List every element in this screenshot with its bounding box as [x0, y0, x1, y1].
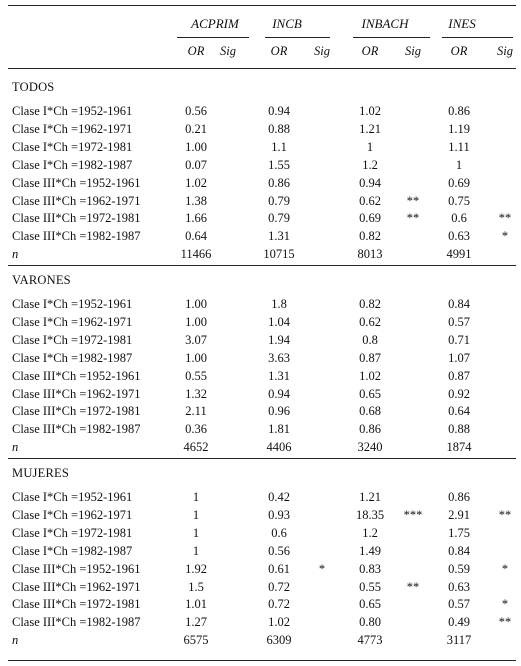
row-label: Clase I*Ch =1982-1987 [12, 543, 133, 558]
odds-ratio-value: 1.1 [271, 139, 287, 154]
column-header-acprim: ACPRIM [191, 16, 239, 31]
odds-ratio-value: 1.94 [268, 332, 290, 347]
odds-ratio-value: 4652 [183, 440, 209, 455]
odds-ratio-value: 2.91 [448, 507, 470, 522]
odds-ratio-value: 0.84 [448, 543, 470, 558]
odds-ratio-value: 0.21 [185, 121, 207, 136]
odds-ratio-value: 1.81 [268, 422, 290, 437]
column-group-rule [265, 37, 330, 38]
row-label: Clase I*Ch =1972-1981 [12, 525, 133, 540]
row-label: Clase I*Ch =1982-1987 [12, 157, 133, 172]
odds-ratio-value: 0.93 [268, 507, 290, 522]
significance-marker: * [501, 229, 509, 244]
odds-ratio-value: 1.02 [268, 615, 290, 630]
odds-ratio-value: 1.5 [188, 579, 204, 594]
row-label: Clase III*Ch =1982-1987 [12, 229, 141, 244]
section-rule [8, 660, 516, 661]
odds-ratio-value: 11466 [180, 247, 212, 262]
odds-ratio-value: 1.92 [185, 561, 207, 576]
odds-ratio-value: 0.62 [359, 314, 381, 329]
odds-ratio-value: 1.02 [359, 104, 381, 118]
odds-ratio-value: 0.92 [448, 386, 470, 401]
odds-ratio-value: 0.71 [448, 332, 470, 347]
odds-ratio-value: 1 [366, 139, 374, 154]
odds-ratio-value: 0.63 [448, 579, 470, 594]
row-label: Clase I*Ch =1972-1981 [12, 139, 133, 154]
odds-ratio-value: 0.6 [451, 211, 467, 226]
section-title: MUJERES [12, 466, 69, 480]
odds-ratio-value: 0.94 [268, 104, 290, 118]
section-title: TODOS [12, 80, 55, 94]
odds-ratio-value: 1.04 [268, 314, 290, 329]
odds-ratio-value: 0.6 [271, 525, 287, 540]
odds-ratio-value: 3.63 [268, 350, 290, 365]
odds-ratio-value: 1.8 [271, 297, 287, 311]
column-header-ines: INES [448, 16, 476, 31]
significance-marker: ** [406, 193, 420, 208]
odds-ratio-value: 1.11 [448, 139, 470, 154]
odds-ratio-value: 0.65 [359, 386, 381, 401]
odds-ratio-value: 1 [192, 525, 200, 540]
row-label: Clase I*Ch =1962-1971 [12, 314, 133, 329]
odds-ratio-value: 1.21 [359, 121, 381, 136]
odds-ratio-value: 0.88 [268, 121, 290, 136]
odds-ratio-value: 0.64 [185, 229, 207, 244]
odds-ratio-value: 0.07 [185, 157, 207, 172]
odds-ratio-value: 1.32 [185, 386, 207, 401]
row-label: Clase III*Ch =1982-1987 [12, 422, 141, 437]
odds-ratio-value: 0.82 [359, 297, 381, 311]
row-label: Clase III*Ch =1972-1981 [12, 597, 141, 612]
row-label: Clase I*Ch =1952-1961 [12, 490, 133, 504]
odds-ratio-value: 0.86 [268, 175, 290, 190]
odds-ratio-value: 0.80 [359, 615, 381, 630]
odds-ratio-value: 1.00 [185, 139, 207, 154]
row-label: Clase I*Ch =1952-1961 [12, 104, 133, 118]
row-label: Clase I*Ch =1972-1981 [12, 332, 133, 347]
row-label: Clase I*Ch =1952-1961 [12, 297, 133, 311]
odds-ratio-value: 2.11 [185, 404, 207, 419]
odds-ratio-value: 1.07 [448, 350, 470, 365]
odds-ratio-value: 0.84 [448, 297, 470, 311]
odds-ratio-value: 1.2 [362, 157, 378, 172]
row-label: Clase III*Ch =1952-1961 [12, 561, 141, 576]
or-subheader: OR [187, 44, 205, 58]
odds-ratio-value: 0.61 [268, 561, 290, 576]
row-label: Clase III*Ch =1952-1961 [12, 175, 141, 190]
odds-ratio-value: 1 [455, 157, 463, 172]
odds-ratio-value: 1.75 [448, 525, 470, 540]
odds-ratio-value: 0.56 [185, 104, 207, 118]
odds-ratio-value: 1.27 [185, 615, 207, 630]
odds-ratio-value: 0.83 [359, 561, 381, 576]
odds-ratio-value: 0.75 [448, 193, 470, 208]
odds-ratio-value: 1.02 [185, 175, 207, 190]
row-label: Clase I*Ch =1962-1971 [12, 507, 133, 522]
sig-subheader: Sig [497, 44, 513, 58]
significance-marker: *** [403, 507, 423, 522]
odds-ratio-value: 1.00 [185, 314, 207, 329]
odds-ratio-value: 0.87 [448, 368, 470, 383]
odds-ratio-value: 0.86 [359, 422, 381, 437]
odds-ratio-value: 0.65 [359, 597, 381, 612]
column-header-inbach: INBACH [361, 16, 409, 31]
odds-ratio-value: 4406 [266, 440, 292, 455]
or-subheader: OR [361, 44, 379, 58]
row-label: Clase I*Ch =1982-1987 [12, 350, 133, 365]
column-group-rule [177, 37, 249, 38]
odds-ratio-value: 1 [192, 490, 200, 504]
odds-ratio-value: 0.79 [268, 211, 290, 226]
odds-ratio-value: 1.19 [448, 121, 470, 136]
row-label: Clase I*Ch =1962-1971 [12, 121, 133, 136]
row-label: Clase III*Ch =1962-1971 [12, 579, 141, 594]
odds-ratio-value: 1.00 [185, 297, 207, 311]
significance-marker: ** [406, 579, 420, 594]
odds-ratio-value: 1.02 [359, 368, 381, 383]
odds-ratio-value: 0.36 [185, 422, 207, 437]
significance-marker: * [501, 561, 509, 576]
significance-marker: * [318, 561, 326, 576]
odds-ratio-value: 1 [192, 543, 200, 558]
odds-ratio-value: 3240 [357, 440, 383, 455]
odds-ratio-value: 0.72 [268, 579, 290, 594]
odds-ratio-value: 0.56 [268, 543, 290, 558]
odds-ratio-value: 0.96 [268, 404, 290, 419]
odds-ratio-value: 0.82 [359, 229, 381, 244]
odds-ratio-value: 1.66 [185, 211, 207, 226]
odds-ratio-value: 0.57 [448, 597, 470, 612]
significance-marker: ** [406, 211, 420, 226]
row-label: Clase III*Ch =1972-1981 [12, 211, 141, 226]
odds-ratio-value: 0.88 [448, 422, 470, 437]
odds-ratio-value: 4991 [446, 247, 472, 262]
row-label: Clase III*Ch =1952-1961 [12, 368, 141, 383]
sample-size-label: n [12, 440, 19, 455]
sample-size-label: n [12, 247, 19, 262]
section-rule [8, 458, 516, 459]
odds-ratio-value: 0.72 [268, 597, 290, 612]
top-rule [8, 5, 516, 6]
odds-ratio-value: 0.8 [362, 332, 378, 347]
odds-ratio-value: 1 [192, 507, 200, 522]
odds-ratio-value: 0.87 [359, 350, 381, 365]
sample-size-label: n [12, 633, 19, 648]
column-group-rule [353, 37, 430, 38]
odds-ratio-value: 1.2 [362, 525, 378, 540]
odds-ratio-value: 6575 [183, 633, 209, 648]
odds-ratio-value: 1.21 [359, 490, 381, 504]
significance-marker: ** [498, 211, 512, 226]
column-header-incb: INCB [272, 16, 302, 31]
row-label: Clase III*Ch =1962-1971 [12, 193, 141, 208]
odds-ratio-value: 10715 [263, 247, 295, 262]
row-label: Clase III*Ch =1962-1971 [12, 386, 141, 401]
odds-ratio-value: 1.31 [268, 229, 290, 244]
odds-ratio-value: 0.79 [268, 193, 290, 208]
row-label: Clase III*Ch =1972-1981 [12, 404, 141, 419]
odds-ratio-value: 0.86 [448, 490, 470, 504]
sig-subheader: Sig [220, 44, 236, 58]
odds-ratio-value: 0.57 [448, 314, 470, 329]
odds-ratio-value: 0.49 [448, 615, 470, 630]
odds-ratio-value: 8013 [357, 247, 383, 262]
odds-ratio-value: 4773 [357, 633, 383, 648]
header-rule [8, 68, 516, 69]
odds-ratio-value: 0.86 [448, 104, 470, 118]
odds-ratio-value: 6309 [266, 633, 292, 648]
odds-ratio-value: 0.69 [448, 175, 470, 190]
odds-ratio-value: 1.55 [268, 157, 290, 172]
sig-subheader: Sig [314, 44, 330, 58]
odds-ratio-value: 0.69 [359, 211, 381, 226]
odds-ratio-value: 0.55 [185, 368, 207, 383]
column-group-rule [442, 37, 513, 38]
or-subheader: OR [270, 44, 288, 58]
row-label: Clase III*Ch =1982-1987 [12, 615, 141, 630]
odds-ratio-value: 0.68 [359, 404, 381, 419]
section-rule [8, 265, 516, 266]
odds-ratio-value: 1874 [446, 440, 472, 455]
odds-ratio-value: 1.01 [185, 597, 207, 612]
odds-ratio-value: 3117 [446, 633, 472, 648]
sig-subheader: Sig [405, 44, 421, 58]
odds-ratio-value: 0.55 [359, 579, 381, 594]
odds-ratio-value: 18.35 [355, 507, 385, 522]
odds-ratio-value: 0.59 [448, 561, 470, 576]
significance-marker: ** [498, 615, 512, 630]
significance-marker: ** [498, 507, 512, 522]
odds-ratio-value: 0.42 [268, 490, 290, 504]
odds-ratio-value: 0.94 [268, 386, 290, 401]
section-title: VARONES [12, 273, 71, 287]
or-subheader: OR [450, 44, 468, 58]
odds-ratio-value: 0.64 [448, 404, 470, 419]
odds-ratio-value: 3.07 [185, 332, 207, 347]
odds-ratio-value: 1.31 [268, 368, 290, 383]
odds-ratio-value: 1.00 [185, 350, 207, 365]
odds-ratio-value: 1.49 [359, 543, 381, 558]
odds-ratio-value: 0.94 [359, 175, 381, 190]
odds-ratio-value: 0.63 [448, 229, 470, 244]
odds-ratio-value: 0.62 [359, 193, 381, 208]
odds-ratio-value: 1.38 [185, 193, 207, 208]
significance-marker: * [501, 597, 509, 612]
